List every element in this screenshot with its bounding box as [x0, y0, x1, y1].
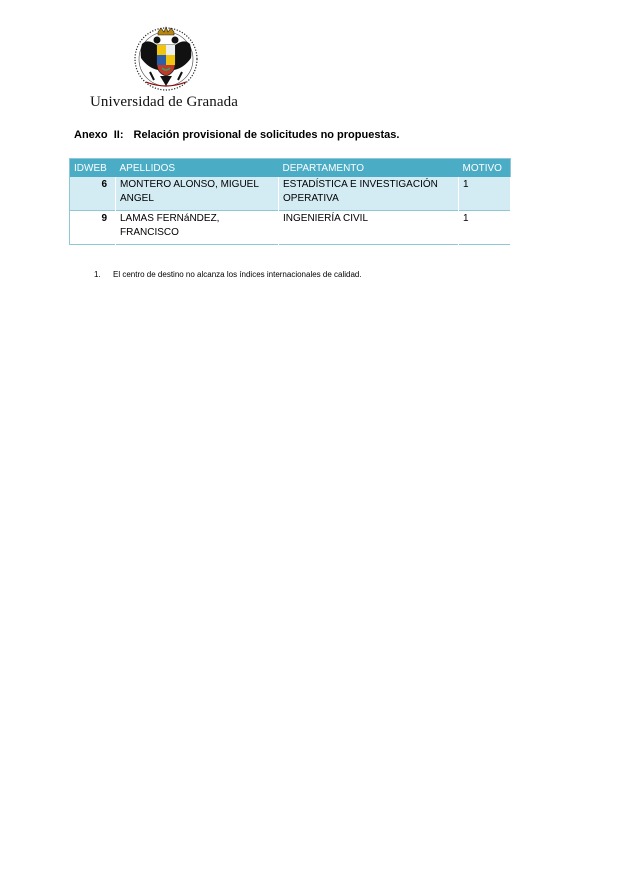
footnote-number: 1.	[94, 270, 101, 279]
column-header-motivo: MOTIVO	[459, 159, 511, 178]
university-coat-of-arms-icon	[128, 24, 204, 96]
footnote-text: El centro de destino no alcanza los índices internacionales de calidad.	[113, 270, 362, 279]
table-header-row	[70, 159, 511, 178]
university-logo	[128, 24, 204, 96]
cell-apellidos: MONTERO ALONSO, MIGUEL ANGEL	[116, 177, 279, 211]
column-header-departamento: DEPARTAMENTO	[279, 159, 459, 178]
table-row	[70, 177, 511, 211]
cell-departamento: ESTADÍSTICA E INVESTIGACIÓN OPERATIVA	[279, 177, 459, 211]
cell-departamento: INGENIERÍA CIVIL	[279, 211, 459, 245]
footnote	[94, 270, 362, 279]
cell-idweb: 6	[70, 177, 116, 211]
table-row	[70, 211, 511, 245]
cell-motivo: 1	[459, 211, 511, 245]
university-name: Universidad de Granada	[90, 94, 238, 110]
cell-motivo: 1	[459, 177, 511, 211]
annex-title: Relación provisional de solicitudes no propuestas.	[133, 129, 400, 141]
cell-idweb: 9	[70, 211, 116, 245]
cell-apellidos: LAMAS FERNáNDEZ, FRANCISCO	[116, 211, 279, 245]
column-header-idweb: IDWEB	[70, 159, 116, 178]
requests-table	[69, 158, 511, 245]
annex-label: Anexo II:	[74, 129, 124, 141]
annex-heading	[74, 129, 399, 141]
column-header-apellidos: APELLIDOS	[116, 159, 279, 178]
